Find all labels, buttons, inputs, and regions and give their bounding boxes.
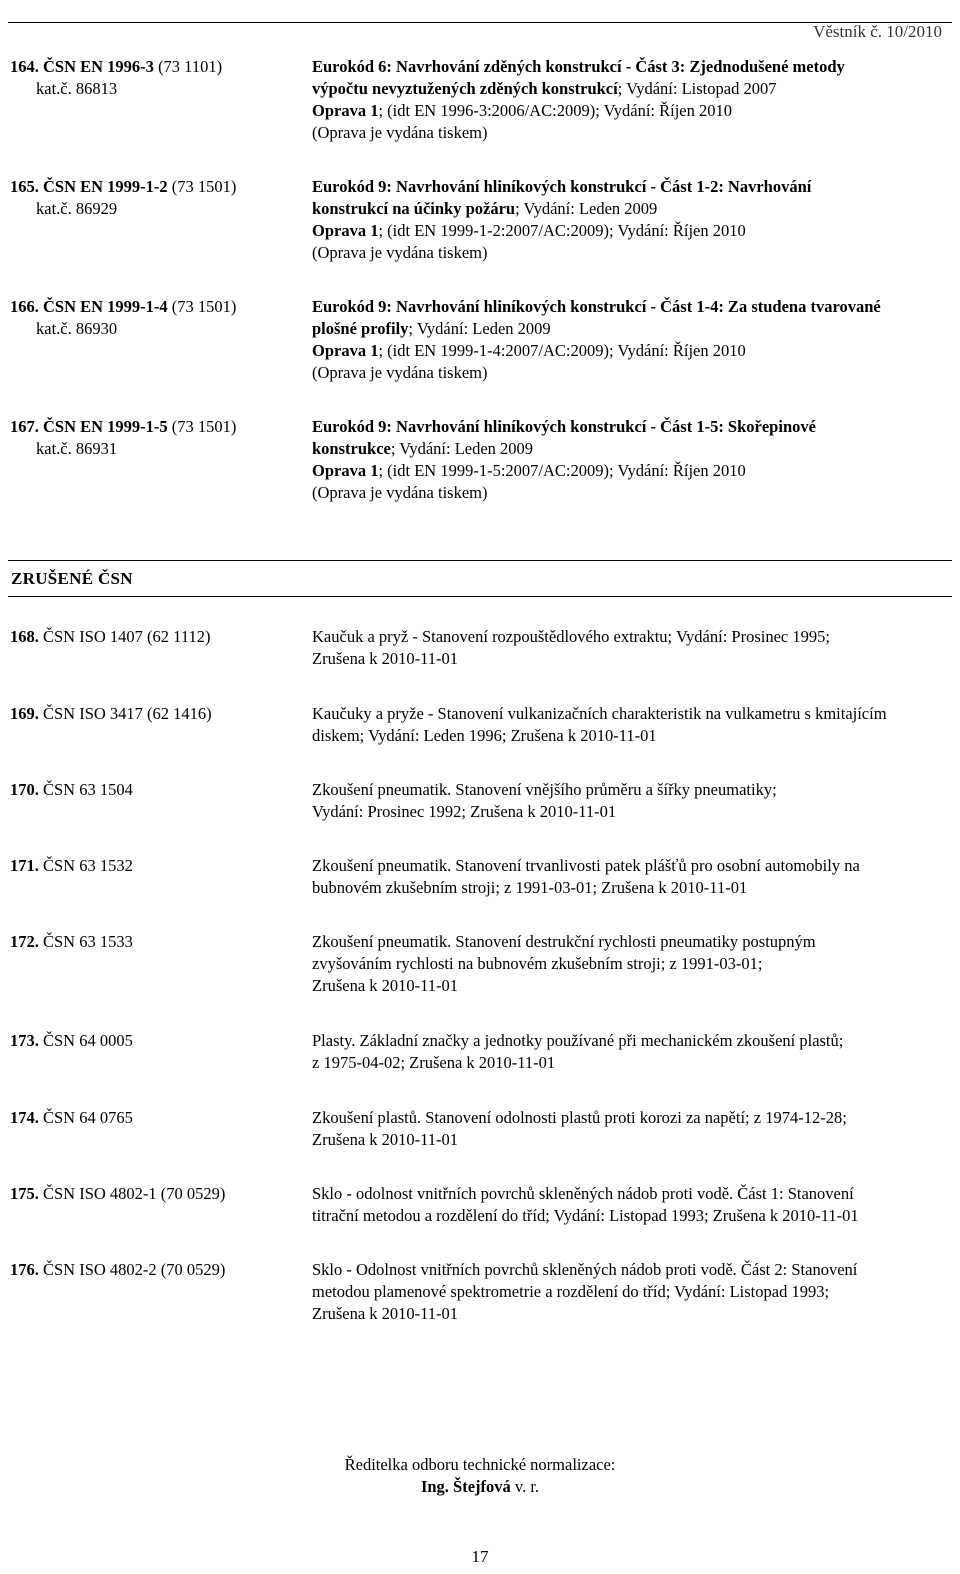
entry-desc: Plasty. Základní značky a jednotky používané při mechanickém zkoušení plastů; z 1975-04-02; Zrušena k 2010-11-01 [312,1031,844,1072]
section-heading-box [8,560,952,597]
entry-id: 169. ČSN ISO 3417 (62 1416) [10,704,212,723]
entry-desc: Kaučuky a pryže - Stanovení vulkanizačních charakteristik na vulkametru s kmitajícím diskem; Vydání: Leden 1996; Zrušena k 2010-11-01 [312,704,887,745]
entry-id [10,176,310,220]
entry-kat: kat.č. 86931 [36,439,118,458]
entry-code: (73 1501) [171,297,237,316]
entry-id: 176. ČSN ISO 4802-2 (70 0529) [10,1260,226,1279]
entry-num: 165. [10,177,39,196]
entry-desc: Zkoušení plastů. Stanovení odolnosti plastů proti korozi za napětí; z 1974-12-28; Zrušena k 2010-11-01 [312,1108,847,1149]
entry-kat: kat.č. 86929 [36,199,118,218]
entry-desc: Eurokód 9: Navrhování hliníkových konstrukcí - Část 1-2: Navrhování konstrukcí na účinky požáru; Vydání: Leden 2009 Oprava 1; (idt EN 1999-1-2:2007/AC:2009); Vydání: Říjen 2010 (Oprava je vydána tiskem) [312,177,812,262]
entry-csn: ČSN EN 1999-1-4 [43,297,168,316]
entry-kat: kat.č. 86813 [36,79,118,98]
header-title: Věstník č. 10/2010 [813,22,942,41]
entry-code: (73 1501) [171,177,237,196]
entry-desc: Eurokód 6: Navrhování zděných konstrukcí - Část 3: Zjednodušené metody výpočtu nevyztužených zděných konstrukcí; Vydání: Listopad 2007 Oprava 1; (idt EN 1996-3:2006/AC:2009); Vydání: Říjen 2010 (Oprava je vydána tiskem) [312,57,845,142]
entry-csn: ČSN EN 1996-3 [43,57,154,76]
entry-id: 174. ČSN 64 0765 [10,1108,133,1127]
entry-id: 171. ČSN 63 1532 [10,856,133,875]
entry-id: 173. ČSN 64 0005 [10,1031,133,1050]
header-rule [8,22,952,41]
signature-title: Ředitelka odboru technické normalizace: [344,1455,616,1474]
section-title: ZRUŠENÉ ČSN [11,569,133,588]
entry-num: 164. [10,57,39,76]
entry-desc: Zkoušení pneumatik. Stanovení vnějšího průměru a šířky pneumatiky; Vydání: Prosinec 1992; Zrušena k 2010-11-01 [312,780,777,821]
entry-id: 172. ČSN 63 1533 [10,932,133,951]
entry-code: (73 1101) [158,57,223,76]
entry-id: 168. ČSN ISO 1407 (62 1112) [10,627,211,646]
entry-desc: Sklo - odolnost vnitřních povrchů skleněných nádob proti vodě. Část 1: Stanovení titrační metodou a rozdělení do tříd; Vydání: Listopad 1993; Zrušena k 2010-11-01 [312,1184,859,1225]
entry-desc: Sklo - Odolnost vnitřních povrchů skleněných nádob proti vodě. Část 2: Stanovení metodou plamenové spektrometrie a rozdělení do tříd; Vydání: Listopad 1993; Zrušena k 2010-11-01 [312,1260,858,1323]
entry-id [10,416,310,460]
entry-desc: Zkoušení pneumatik. Stanovení destrukční rychlosti pneumatiky postupným zvyšováním rychlosti na bubnovém zkušebním stroji; z 1991-03-01; Zrušena k 2010-11-01 [312,932,816,995]
entry-id [10,296,310,340]
entry-csn: ČSN EN 1999-1-5 [43,417,168,436]
entry-desc: Kaučuk a pryž - Stanovení rozpouštědlového extraktu; Vydání: Prosinec 1995; Zrušena k 2010-11-01 [312,627,830,668]
entry-id: 175. ČSN ISO 4802-1 (70 0529) [10,1184,226,1203]
entry-id [10,56,310,100]
page-number: 17 [471,1547,489,1566]
entry-desc: Zkoušení pneumatik. Stanovení trvanlivosti patek plášťů pro osobní automobily na bubnovém zkušebním stroji; z 1991-03-01; Zrušena k 2010-11-01 [312,856,860,897]
entry-num: 166. [10,297,39,316]
entry-desc: Eurokód 9: Navrhování hliníkových konstrukcí - Část 1-4: Za studena tvarované plošné profily; Vydání: Leden 2009 Oprava 1; (idt EN 1999-1-4:2007/AC:2009); Vydání: Říjen 2010 (Oprava je vydána tiskem) [312,297,881,382]
entry-id: 170. ČSN 63 1504 [10,780,133,799]
entry-csn: ČSN EN 1999-1-2 [43,177,168,196]
signature-name: Ing. Štejfová v. r. [420,1477,540,1496]
entry-kat: kat.č. 86930 [36,319,118,338]
entry-code: (73 1501) [171,417,237,436]
entry-desc: Eurokód 9: Navrhování hliníkových konstrukcí - Část 1-5: Skořepinové konstrukce; Vydání: Leden 2009 Oprava 1; (idt EN 1999-1-5:2007/AC:2009); Vydání: Říjen 2010 (Oprava je vydána tiskem) [312,417,816,502]
entry-num: 167. [10,417,39,436]
